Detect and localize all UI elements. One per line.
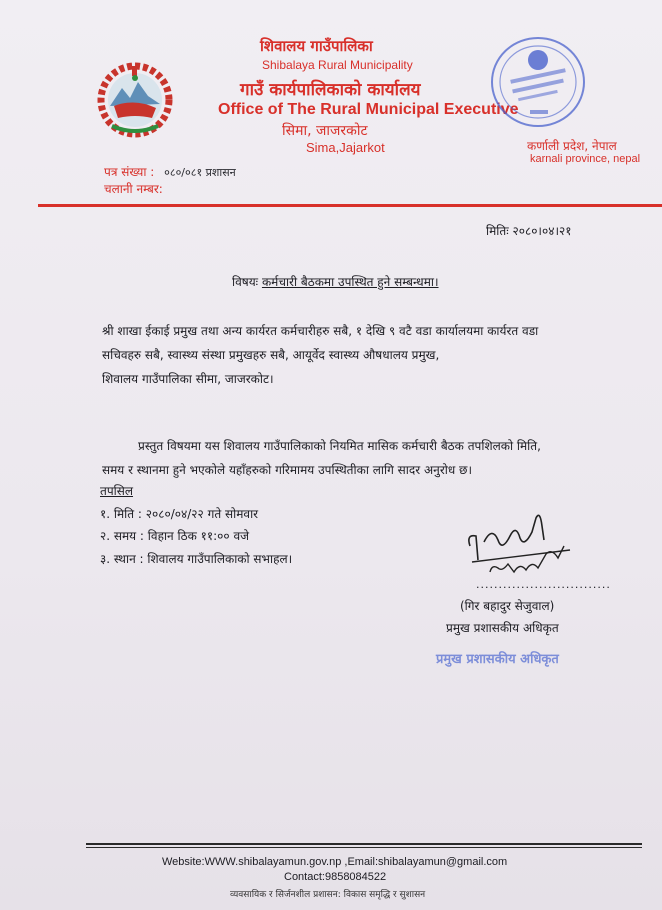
- signature-line: ..............................: [476, 578, 611, 591]
- footer-contact: Contact:9858084522: [284, 871, 387, 883]
- address-nepali: सिमा, जाजरकोट: [282, 123, 368, 139]
- office-name-nepali: गाउँ कार्यपालिकाको कार्यालय: [240, 80, 421, 100]
- addressee-line-1: श्री शाखा ईकाई प्रमुख तथा अन्य कार्यरत कर्मचारीहरु सबै, १ देखि ९ वटै वडा कार्यालयमा कार्यरत वडा: [102, 324, 539, 338]
- addressee-line-2: सचिवहरु सबै, स्वास्थ्य संस्था प्रमुखहरु सबै, आयूर्वेद स्वास्थ्य औषधालय प्रमुख,: [102, 348, 440, 362]
- footer-website-email: Website:WWW.shibalayamun.gov.np ,Email:shibalayamun@gmail.com: [162, 856, 508, 868]
- letter-number: [104, 163, 236, 180]
- province-english: karnali province, nepal: [530, 153, 641, 165]
- details-heading: तपसिल: [100, 484, 134, 498]
- details-item-date: १. मिति : २०८०/०४/२२ गते सोमवार: [100, 507, 259, 521]
- addressee-line-3: शिवालय गाउँपालिका सीमा, जाजरकोट।: [102, 372, 274, 386]
- province-nepali: कर्णाली प्रदेश, नेपाल: [527, 139, 617, 153]
- handwritten-signature: [462, 506, 582, 582]
- details-item-place: ३. स्थान : शिवालय गाउँपालिकाको सभाहल।: [100, 552, 293, 566]
- office-name-english: Office of The Rural Municipal Executive: [218, 101, 519, 118]
- subject-label: विषयः: [232, 275, 259, 289]
- footer-divider-thick: [86, 843, 642, 845]
- letter-number-label: पत्र संख्या :: [104, 165, 155, 179]
- municipality-name-nepali: शिवालय गाउँपालिका: [260, 37, 373, 55]
- dispatch-number-label: चलानी नम्बर:: [104, 182, 163, 196]
- body-line-1: प्रस्तुत विषयमा यस शिवालय गाउँपालिकाको नियमित मासिक कर्मचारी बैठक तपशिलको मिति,: [138, 439, 541, 453]
- letter-number-value: ०८०/०८१ प्रशासन: [164, 166, 236, 179]
- body-line-2: समय र स्थानमा हुने भएकोले यहाँहरुको गरिमामय उपस्थितीका लागि सादर अनुरोध छ।: [102, 463, 472, 477]
- footer-divider-thin: [86, 847, 642, 848]
- signatory-name: (गिर बहादुर सेजुवाल): [460, 599, 555, 613]
- header-divider: [38, 204, 662, 207]
- signatory-title: प्रमुख प्रशासकीय अधिकृत: [446, 621, 559, 635]
- footer-slogan: व्यवसायिक र सिर्जनशील प्रशासन: विकास समृद्धि र सुशासन: [230, 890, 426, 900]
- nepal-emblem-logo: [92, 56, 178, 142]
- municipality-name-english: Shibalaya Rural Municipality: [262, 58, 413, 72]
- subject-text: कर्मचारी बैठकमा उपस्थित हुने सम्बन्धमा।: [261, 275, 439, 289]
- subject-line: [232, 273, 439, 290]
- title-stamp: प्रमुख प्रशासकीय अधिकृत: [436, 652, 559, 667]
- details-item-time: २. समय : विहान ठिक ११:०० वजे: [100, 529, 250, 543]
- letter-date: मितिः २०८०।०४।२१: [486, 224, 572, 238]
- address-english: Sima,Jajarkot: [306, 140, 385, 155]
- official-seal-stamp: [488, 30, 590, 132]
